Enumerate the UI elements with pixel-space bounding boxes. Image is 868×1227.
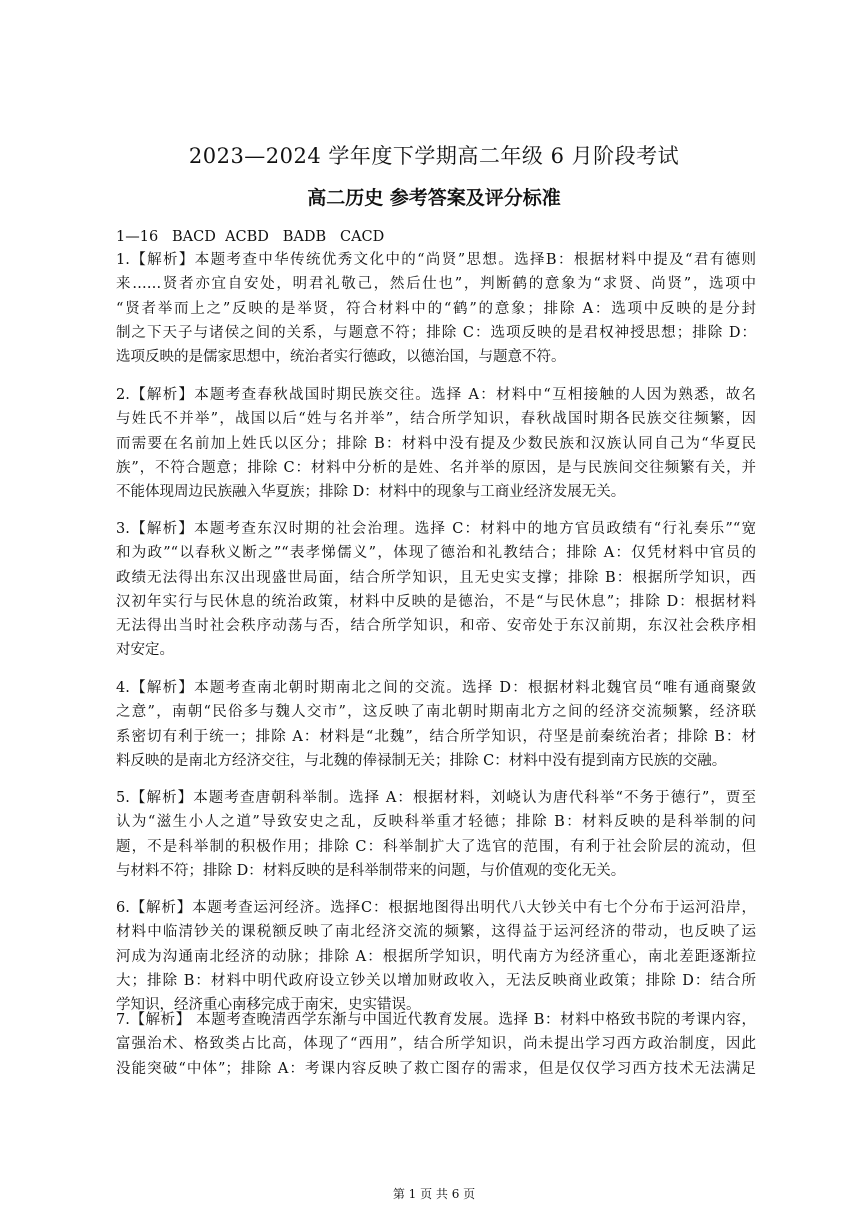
paragraph-line: 富强治术、格致类占比高，体现了“西用”，结合所学知识，尚未提出学习西方政治制度，因此 xyxy=(116,1036,756,1053)
paragraph-line: 对安定。 xyxy=(116,642,174,659)
paragraph-line: 选项反映的是儒家思想中，统治者实行德政，以德治国，与题意不符。 xyxy=(116,349,566,366)
analysis-paragraph-5 xyxy=(116,786,756,883)
paragraph-line: 题，不是科举制的积极作用；排除 C：科举制扩大了选官的范围，有利于社会阶层的流动，但 xyxy=(116,838,756,855)
paragraph-line: 而需要在名前加上姓氏以区分；排除 B：材料中没有提及少数民族和汉族认同自己为“华夏民 xyxy=(116,435,756,452)
paragraph-line: 7.【解析】 本题考查晚清西学东渐与中国近代教育发展。选择 B：材料中格致书院的考课内容， xyxy=(116,1012,756,1028)
analysis-paragraph-6 xyxy=(116,896,756,1017)
page-subtitle: 高二历史 参考答案及评分标准 xyxy=(307,187,561,209)
paragraph-line: 无法得出当时社会秩序动荡与否，结合所学知识，和帝、安帝处于东汉前期，东汉社会秩序相 xyxy=(116,618,756,635)
page-title: 2023—2024 学年度下学期高二年级 6 月阶段考试 xyxy=(188,144,680,168)
page-footer: 第 1 页 共 6 页 xyxy=(392,1187,476,1201)
analysis-paragraph-2 xyxy=(116,383,756,504)
paragraph-line: 政绩无法得出东汉出现盛世局面，结合所学知识，且无史实支撑；排除 B：根据所学知识，西 xyxy=(116,569,756,586)
paragraph-line: 认为“滋生小人之道”导致安史之乱，反映科举重才轻德；排除 B：材料反映的是科举制的问 xyxy=(116,814,756,831)
paragraph-line: 2.【解析】本题考查春秋战国时期民族交往。选择 A：材料中“互相接触的人因为熟悉，故名 xyxy=(116,387,756,403)
paragraph-line: 与材料不符；排除 D：材料反映的是科举制带来的问题，与价值观的变化无关。 xyxy=(116,862,626,879)
analysis-paragraph-1 xyxy=(116,248,756,369)
paragraph-line: 和为政”“以春秋义断之”“表孝悌儒义”，体现了德治和礼教结合；排除 A：仅凭材料中官员的 xyxy=(116,545,756,562)
paragraph-line: 1.【解析】本题考查中华传统优秀文化中的“尚贤”思想。选择B：根据材料中提及“君有德则 xyxy=(116,252,756,268)
paragraph-line: 不能体现周边民族融入华夏族；排除 D：材料中的现象与工商业经济发展无关。 xyxy=(116,484,626,501)
paragraph-line: 学知识，经济重心南移完成于南宋，史实错误。 xyxy=(116,997,421,1014)
analysis-paragraph-7 xyxy=(116,1008,756,1081)
answer-key-line: 1—16 BACD ACBD BADB CACD xyxy=(116,229,385,245)
paragraph-line: 河成为沟通南北经济的动脉；排除 A：根据所学知识，明代南方为经济重心，南北差距逐渐拉 xyxy=(116,948,756,965)
paragraph-line: 材料中临清钞关的课税额反映了南北经济交流的频繁，这得益于运河经济的带动，也反映了运 xyxy=(116,924,756,941)
analysis-paragraph-3 xyxy=(116,517,756,663)
analysis-paragraph-4 xyxy=(116,676,756,773)
paragraph-line: 系密切有利于统一；排除 A：材料是“北魏”，结合所学知识，苻坚是前秦统治者；排除 B：材 xyxy=(116,728,756,745)
paragraph-line: 之意”，南朝“民俗多与魏人交市”，这反映了南北朝时期南北方之间的经济交流频繁，经济联 xyxy=(116,704,756,721)
paragraph-line: 5.【解析】本题考查唐朝科举制。选择 A：根据材料，刘峣认为唐代科举“不务于德行”，贾至 xyxy=(116,790,756,806)
paragraph-line: 与姓氏不并举”，战国以后“姓与名并举”，结合所学知识，春秋战国时期各民族交往频繁，因 xyxy=(116,411,756,428)
paragraph-line: 4.【解析】本题考查南北朝时期南北之间的交流。选择 D：根据材料北魏官员“唯有通商聚敛 xyxy=(116,680,756,696)
paragraph-line: 大；排除 B：材料中明代政府设立钞关以增加财政收入，无法反映商业政策；排除 D：结合所 xyxy=(116,972,756,989)
paragraph-line: 汉初年实行与民休息的统治政策，材料中反映的是德治，不是“与民休息”；排除 D：根据材料 xyxy=(116,593,756,610)
paragraph-line: 料反映的是南北方经济交往，与北魏的俸禄制无关；排除 C：材料中没有提到南方民族的交融。 xyxy=(116,752,727,769)
paragraph-line: 6.【解析】本题考查运河经济。选择C：根据地图得出明代八大钞关中有七个分布于运河沿岸， xyxy=(116,900,756,916)
paragraph-line: 制之下天子与诸侯之间的关系，与题意不符；排除 C：选项反映的是君权神授思想；排除 D： xyxy=(116,324,756,341)
paragraph-line: “贤者举而上之”反映的是举贤，符合材料中的“鹤”的意象；排除 A：选项中反映的是分封 xyxy=(116,300,756,317)
paragraph-line: 来……贤者亦宜自安处，明君礼敬己，然后仕也”，判断鹤的意象为“求贤、尚贤”，选项中 xyxy=(116,276,756,293)
paragraph-line: 没能突破“中体”；排除 A：考课内容反映了救亡图存的需求，但是仅仅学习西方技术无法满足 xyxy=(116,1060,756,1077)
paragraph-line: 3.【解析】本题考查东汉时期的社会治理。选择 C：材料中的地方官员政绩有“行礼奏乐”“宽 xyxy=(116,521,756,537)
paragraph-line: 族”，不符合题意；排除 C：材料中分析的是姓、名并举的原因，是与民族间交往频繁有关，并 xyxy=(116,459,756,476)
